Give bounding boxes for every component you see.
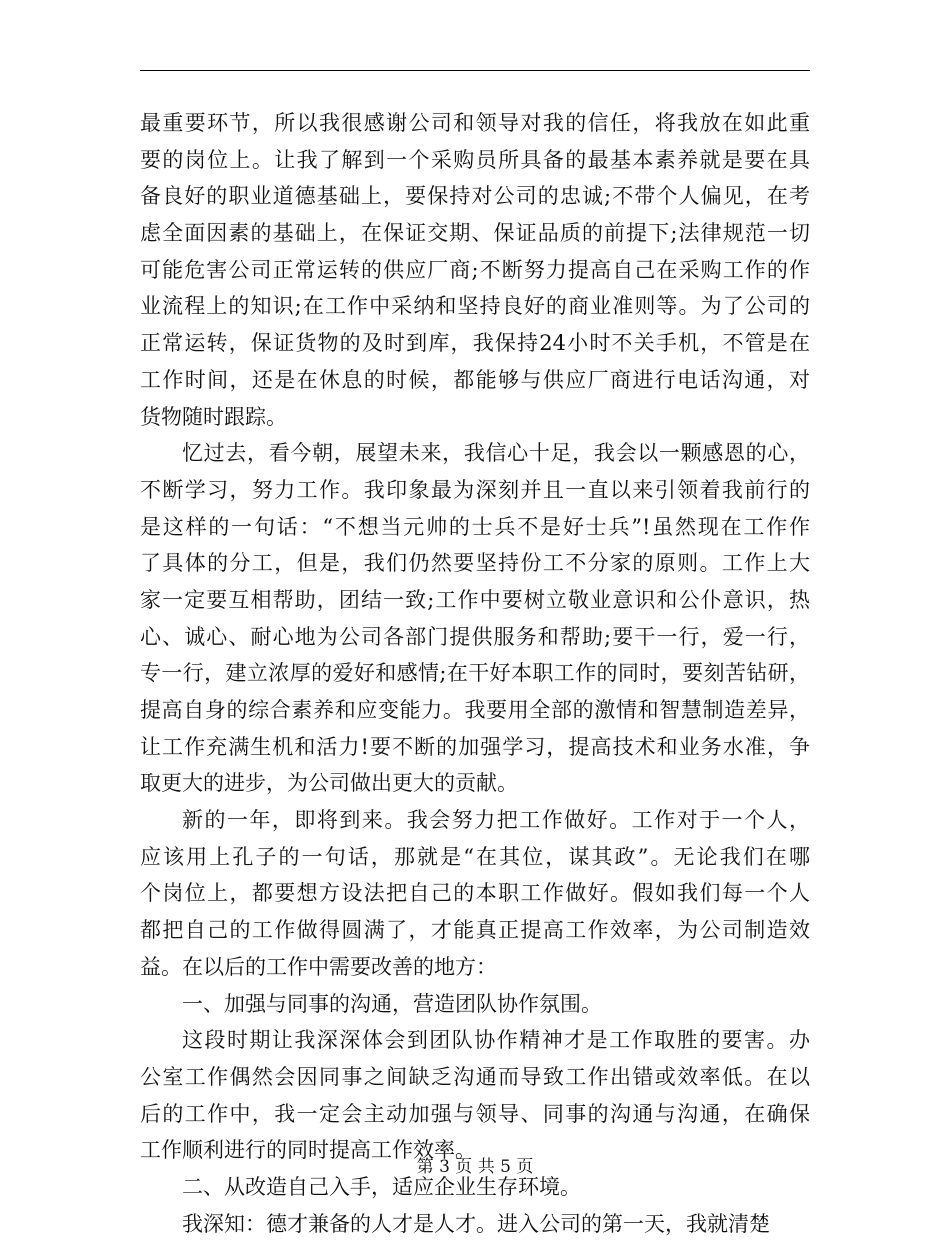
text-line: 最重要环节，所以我很感谢公司和领导对我的信任，将我放在如此重 xyxy=(140,111,810,135)
text-line: 业流程上的知识;在工作中采纳和坚持良好的商业准则等。为了公司的 xyxy=(140,294,810,319)
text-line: 可能危害公司正常运转的供应厂商;不断努力提高自己在采购工作的作 xyxy=(140,257,810,282)
text-line: 货物随时跟踪。 xyxy=(140,404,287,429)
text-line: 这段时期让我深深体会到团队协作精神才是工作取胜的要害。办 xyxy=(182,1028,810,1053)
text-line: 公室工作偶然会因同事之间缺乏沟通而导致工作出错或效率低。在以 xyxy=(140,1064,810,1089)
text-line: 益。在以后的工作中需要改善的地方： xyxy=(140,954,497,979)
text-line: 不断学习，努力工作。我印象最为深刻并且一直以来引领着我前行的 xyxy=(140,477,810,502)
text-line: 心、诚心、耐心地为公司各部门提供服务和帮助;要干一行，爱一行， xyxy=(140,624,810,649)
text-line: 都把自己的工作做得圆满了，才能真正提高工作效率，为公司制造效 xyxy=(140,918,810,943)
paragraph xyxy=(140,986,810,1023)
text-line: 取更大的进步，为公司做出更大的贡献。 xyxy=(140,771,518,796)
header-rule xyxy=(140,70,810,71)
text-line: 让工作充满生机和活力!要不断的加强学习，提高技术和业务水准，争 xyxy=(140,734,810,759)
text-line: 二、从改造自己入手，适应企业生存环境。 xyxy=(182,1174,581,1199)
text-line: 应该用上孔子的一句话，那就是“在其位，谋其政”。无论我们在哪 xyxy=(140,844,810,869)
text-line: 一、加强与同事的沟通，营造团队协作氛围。 xyxy=(182,991,602,1016)
text-line: 是这样的一句话：“不想当元帅的士兵不是好士兵”!虽然现在工作作 xyxy=(140,514,810,539)
body-text xyxy=(140,105,810,1242)
paragraph xyxy=(140,1022,810,1169)
text-line: 虑全面因素的基础上，在保证交期、保证品质的前提下;法律规范一切 xyxy=(140,221,810,246)
text-line: 家一定要互相帮助，团结一致;工作中要树立敬业意识和公仆意识，热 xyxy=(140,587,810,612)
text-line: 要的岗位上。让我了解到一个采购员所具备的最基本素养就是要在具 xyxy=(140,147,810,172)
paragraph xyxy=(140,802,810,985)
text-line: 工作时间，还是在休息的时候，都能够与供应厂商进行电话沟通，对 xyxy=(140,367,810,392)
paragraph xyxy=(140,1206,810,1242)
text-line: 个岗位上，都要想方设法把自己的本职工作做好。假如我们每一个人 xyxy=(140,881,810,906)
text-line: 忆过去，看今朝，展望未来，我信心十足，我会以一颗感恩的心， xyxy=(182,441,810,466)
paragraph xyxy=(140,435,810,802)
page-footer: 第 3 页 共 5 页 xyxy=(416,1157,534,1177)
text-line: 专一行，建立浓厚的爱好和感情;在干好本职工作的同时，要刻苦钻研， xyxy=(140,661,810,686)
text-line: 新的一年，即将到来。我会努力把工作做好。工作对于一个人， xyxy=(182,808,810,833)
paragraph xyxy=(140,105,810,435)
text-line: 备良好的职业道德基础上，要保持对公司的忠诚;不带个人偏见，在考 xyxy=(140,184,810,209)
text-line: 我深知：德才兼备的人才是人才。进入公司的第一天，我就清楚 xyxy=(182,1211,770,1236)
text-line: 工作顺利进行的同时提高工作效率。 xyxy=(140,1138,476,1163)
text-line: 了具体的分工，但是，我们仍然要坚持份工不分家的原则。工作上大 xyxy=(140,551,810,576)
text-line: 正常运转，保证货物的及时到库，我保持24小时不关手机，不管是在 xyxy=(140,331,810,356)
text-line: 提高自身的综合素养和应变能力。我要用全部的激情和智慧制造差异， xyxy=(140,698,810,722)
text-line: 后的工作中，我一定会主动加强与领导、同事的沟通与沟通，在确保 xyxy=(140,1101,810,1126)
